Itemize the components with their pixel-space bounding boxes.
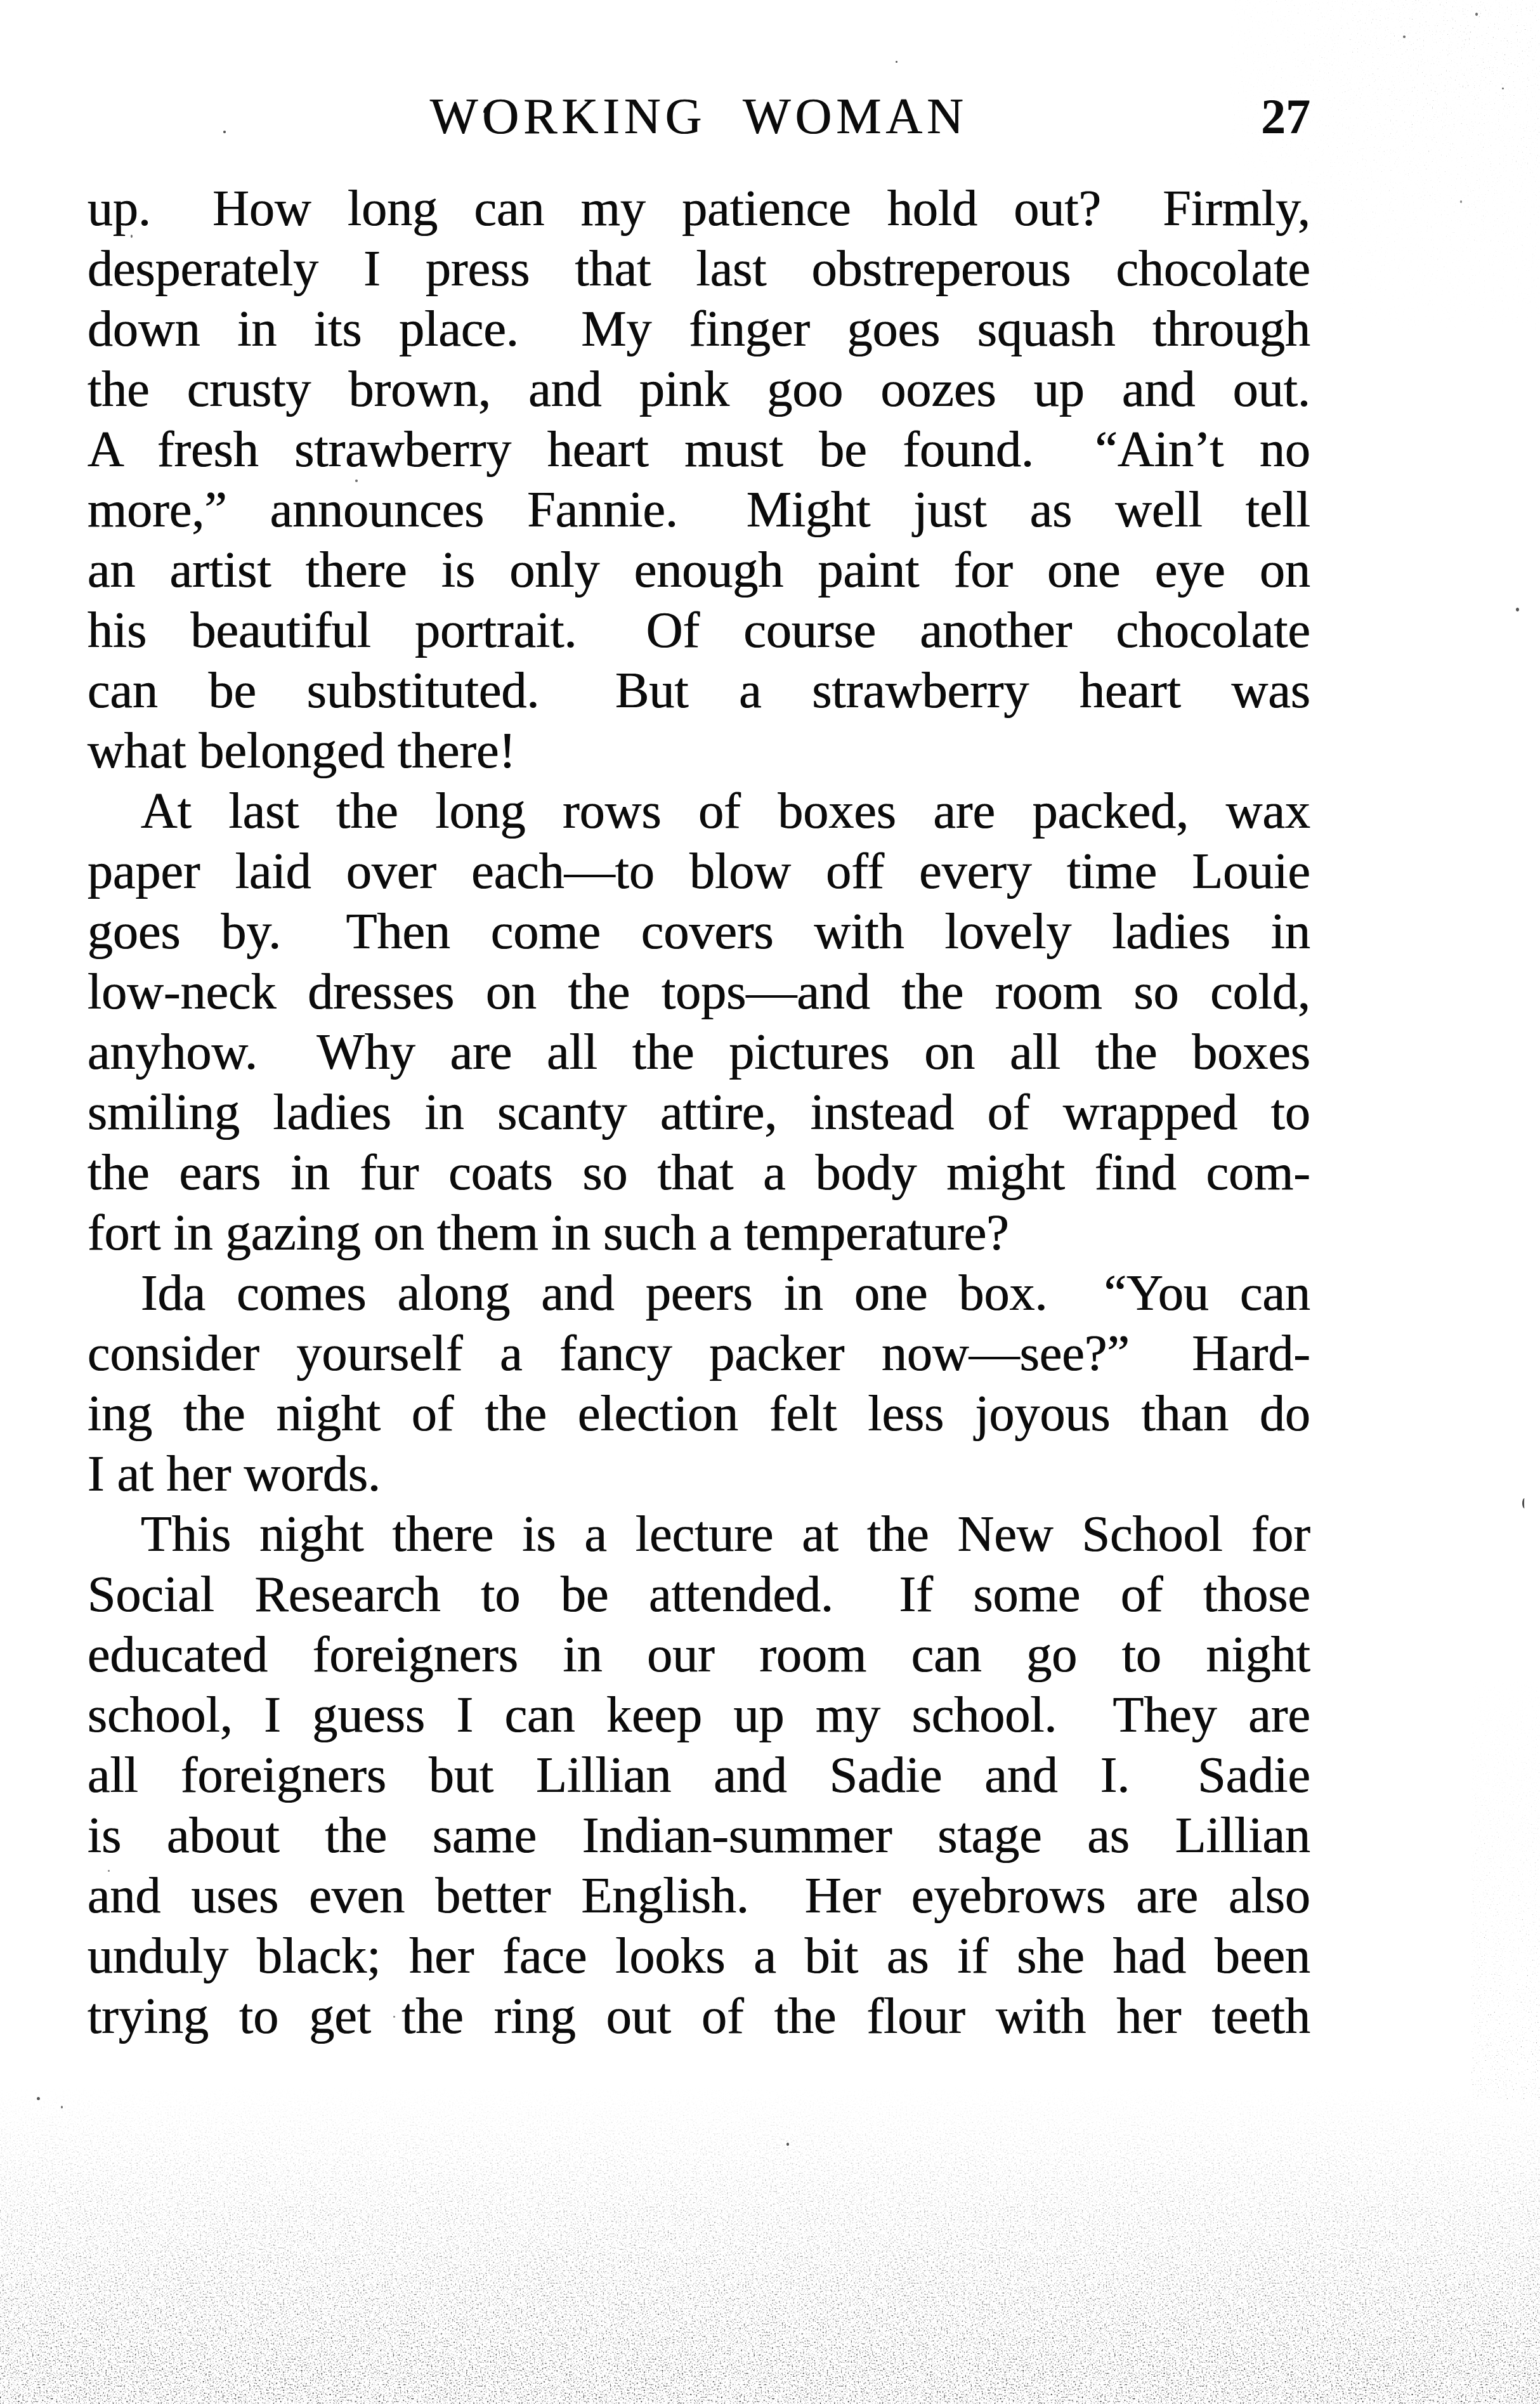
ink-speck bbox=[1516, 608, 1519, 611]
text-line: At last the long rows of boxes are packed, wax bbox=[141, 783, 1310, 839]
text-line: all foreigners but Lillian and Sadie and I. Sadie bbox=[88, 1747, 1310, 1803]
text-line: consider yourself a fancy packer now—see?” Hard- bbox=[88, 1326, 1310, 1382]
text-line: goes by. Then come covers with lovely ladies in bbox=[88, 904, 1310, 960]
page-number: 27 bbox=[1261, 89, 1310, 144]
scan-noise-right-edge bbox=[1471, 1681, 1540, 2100]
running-header bbox=[88, 90, 1310, 143]
text-line: school, I guess I can keep up my school. They are bbox=[88, 1687, 1310, 1743]
text-line: I at her words. bbox=[88, 1446, 381, 1502]
text-line: A fresh strawberry heart must be found. “Ain’t no bbox=[88, 422, 1310, 478]
text-line: his beautiful portrait. Of course another chocolate bbox=[88, 603, 1310, 658]
text-line: the crusty brown, and pink goo oozes up and out. bbox=[88, 362, 1310, 417]
text-line: can be substituted. But a strawberry heart was bbox=[88, 663, 1310, 719]
ink-speck bbox=[1460, 200, 1462, 203]
text-line: and uses even better English. Her eyebrows are also bbox=[88, 1868, 1310, 1924]
text-line: an artist there is only enough paint for one eye on bbox=[88, 542, 1310, 598]
text-line: educated foreigners in our room can go to night bbox=[88, 1627, 1310, 1683]
ink-speck bbox=[1475, 13, 1478, 16]
text-line: This night there is a lecture at the New School for bbox=[141, 1506, 1310, 1562]
text-line: anyhow. Why are all the pictures on all the boxes bbox=[88, 1024, 1310, 1080]
running-header-title: WORKING WOMAN bbox=[429, 89, 969, 145]
page-text bbox=[88, 179, 1310, 2047]
ink-speck bbox=[1403, 36, 1406, 38]
text-line: up. How long can my patience hold out? Firmly, bbox=[88, 181, 1310, 237]
scan-noise-bottom bbox=[0, 2087, 1540, 2404]
text-line: is about the same Indian-summer stage as Lillian bbox=[88, 1808, 1310, 1864]
text-line: the ears in fur coats so that a body might find com- bbox=[88, 1145, 1310, 1201]
text-line: more,” announces Fannie. Might just as well tell bbox=[88, 482, 1310, 538]
text-line: low-neck dresses on the tops—and the room so cold, bbox=[88, 964, 1310, 1020]
ink-speck bbox=[37, 2097, 40, 2100]
ink-speck bbox=[786, 2143, 789, 2146]
text-line: what belonged there! bbox=[88, 723, 516, 779]
ink-speck bbox=[896, 61, 897, 63]
text-line: unduly black; her face looks a bit as if she had been bbox=[88, 1928, 1310, 1984]
ink-speck bbox=[61, 2106, 63, 2108]
text-line: desperately I press that last obstreperous chocolate bbox=[88, 241, 1310, 297]
text-line: down in its place. My finger goes squash through bbox=[88, 301, 1310, 357]
text-line: fort in gazing on them in such a temperature? bbox=[88, 1205, 1009, 1261]
text-line: Ida comes along and peers in one box. “You can bbox=[141, 1265, 1310, 1321]
text-line: paper laid over each—to blow off every time Louie bbox=[88, 844, 1310, 899]
text-line: trying to get the ring out of the flour with her teeth bbox=[88, 1989, 1310, 2044]
text-line: smiling ladies in scanty attire, instead of wrapped to bbox=[88, 1085, 1310, 1140]
ink-speck bbox=[1502, 88, 1504, 89]
text-line: Social Research to be attended. If some of those bbox=[88, 1567, 1310, 1623]
ink-speck bbox=[1522, 1498, 1527, 1508]
text-line: ing the night of the election felt less joyous than do bbox=[88, 1386, 1310, 1442]
